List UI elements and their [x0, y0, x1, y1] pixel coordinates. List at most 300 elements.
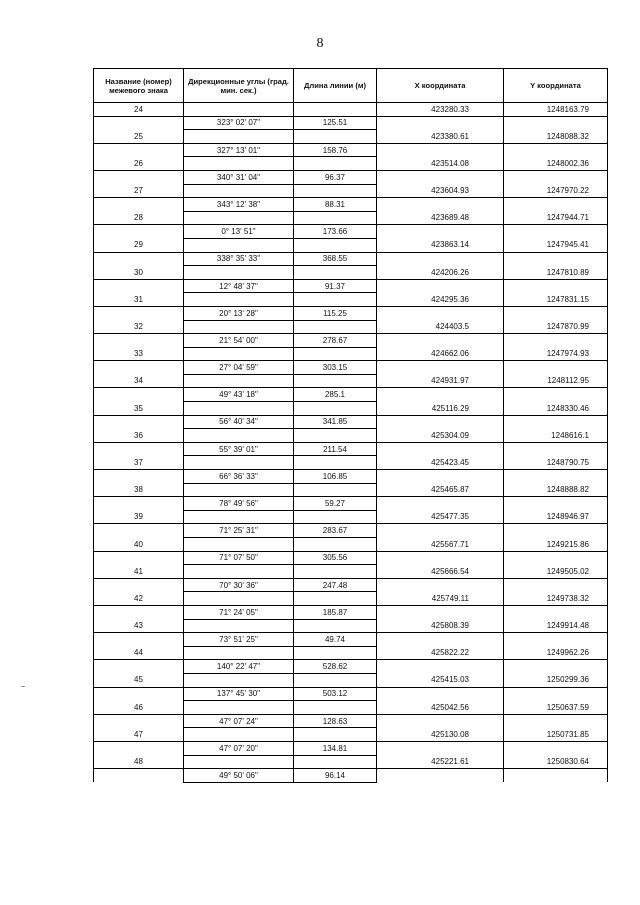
marker-row: [94, 646, 608, 660]
marker-row: [94, 266, 608, 280]
y-coordinate-cell: [504, 497, 608, 511]
x-coordinate-cell: 425130.08: [377, 728, 504, 742]
y-coordinate-cell: 1247810.89: [504, 266, 608, 280]
header-marker-name: Название (номер) межевого знака: [94, 69, 184, 103]
segment-row: [94, 334, 608, 348]
line-length-cell: [294, 103, 377, 117]
marker-name-cell: [94, 225, 184, 239]
direction-angle-cell: 71° 07' 50": [184, 551, 294, 565]
x-coordinate-cell: [377, 252, 504, 266]
y-coordinate-cell: [504, 470, 608, 484]
line-length-cell: 59.27: [294, 497, 377, 511]
direction-angle-cell: [184, 103, 294, 117]
direction-angle-cell: [184, 130, 294, 144]
y-coordinate-cell: 1250731.85: [504, 728, 608, 742]
marker-name-cell: 40: [94, 538, 184, 552]
x-coordinate-cell: 424931.97: [377, 374, 504, 388]
line-length-cell: [294, 456, 377, 470]
margin-mark: [21, 686, 25, 687]
x-coordinate-cell: [377, 442, 504, 456]
direction-angle-cell: [184, 755, 294, 769]
direction-angle-cell: 66° 36' 33": [184, 470, 294, 484]
line-length-cell: 341.85: [294, 415, 377, 429]
marker-name-cell: [94, 660, 184, 674]
marker-name-cell: 31: [94, 293, 184, 307]
segment-row: [94, 741, 608, 755]
line-length-cell: [294, 538, 377, 552]
marker-name-cell: 46: [94, 701, 184, 715]
direction-angle-cell: [184, 347, 294, 361]
page-number: 8: [316, 36, 324, 51]
marker-name-cell: [94, 198, 184, 212]
marker-row: [94, 211, 608, 225]
marker-name-cell: [94, 252, 184, 266]
line-length-cell: 283.67: [294, 524, 377, 538]
direction-angle-cell: 47° 07' 24": [184, 714, 294, 728]
line-length-cell: 115.25: [294, 306, 377, 320]
x-coordinate-cell: [377, 633, 504, 647]
y-coordinate-cell: [504, 252, 608, 266]
line-length-cell: 96.37: [294, 170, 377, 184]
line-length-cell: [294, 592, 377, 606]
line-length-cell: 368.55: [294, 252, 377, 266]
line-length-cell: 88.31: [294, 198, 377, 212]
y-coordinate-cell: 1249914.48: [504, 619, 608, 633]
marker-row: [94, 538, 608, 552]
marker-name-cell: [94, 605, 184, 619]
x-coordinate-cell: 424295.36: [377, 293, 504, 307]
marker-row: [94, 755, 608, 769]
line-length-cell: [294, 238, 377, 252]
y-coordinate-cell: [504, 198, 608, 212]
line-length-cell: [294, 293, 377, 307]
marker-row: [94, 483, 608, 497]
y-coordinate-cell: [504, 660, 608, 674]
marker-name-cell: [94, 524, 184, 538]
segment-row: [94, 442, 608, 456]
x-coordinate-cell: [377, 225, 504, 239]
x-coordinate-cell: [377, 361, 504, 375]
marker-name-cell: 36: [94, 429, 184, 443]
direction-angle-cell: 343° 12' 38": [184, 198, 294, 212]
x-coordinate-cell: 425415.03: [377, 673, 504, 687]
marker-name-cell: [94, 306, 184, 320]
table-header: [94, 69, 608, 103]
line-length-cell: 173.66: [294, 225, 377, 239]
direction-angle-cell: [184, 538, 294, 552]
y-coordinate-cell: [504, 769, 608, 783]
y-coordinate-cell: 1249505.02: [504, 565, 608, 579]
line-length-cell: 503.12: [294, 687, 377, 701]
y-coordinate-cell: 1248616.1: [504, 429, 608, 443]
x-coordinate-cell: 425567.71: [377, 538, 504, 552]
line-length-cell: 106.85: [294, 470, 377, 484]
x-coordinate-cell: [377, 524, 504, 538]
y-coordinate-cell: 1248330.46: [504, 402, 608, 416]
marker-name-cell: 25: [94, 130, 184, 144]
line-length-cell: [294, 184, 377, 198]
y-coordinate-cell: 1248790.75: [504, 456, 608, 470]
marker-row: [94, 456, 608, 470]
segment-row: [94, 143, 608, 157]
x-coordinate-cell: 423514.08: [377, 157, 504, 171]
direction-angle-cell: [184, 728, 294, 742]
direction-angle-cell: [184, 320, 294, 334]
marker-name-cell: [94, 415, 184, 429]
segment-row: [94, 361, 608, 375]
y-coordinate-cell: 1248088.32: [504, 130, 608, 144]
direction-angle-cell: 49° 43' 18": [184, 388, 294, 402]
segment-row: [94, 252, 608, 266]
marker-row: [94, 374, 608, 388]
line-length-cell: [294, 266, 377, 280]
x-coordinate-cell: 425465.87: [377, 483, 504, 497]
direction-angle-cell: 327° 13' 01": [184, 143, 294, 157]
marker-row: [94, 701, 608, 715]
segment-row: [94, 605, 608, 619]
x-coordinate-cell: 425304.09: [377, 429, 504, 443]
x-coordinate-cell: [377, 388, 504, 402]
segment-row: [94, 279, 608, 293]
direction-angle-cell: [184, 157, 294, 171]
y-coordinate-cell: [504, 633, 608, 647]
marker-row: [94, 347, 608, 361]
y-coordinate-cell: 1250637.59: [504, 701, 608, 715]
segment-row: [94, 170, 608, 184]
marker-name-cell: [94, 497, 184, 511]
marker-row: [94, 238, 608, 252]
direction-angle-cell: [184, 646, 294, 660]
line-length-cell: 211.54: [294, 442, 377, 456]
header-line-length: Длина линии (м): [294, 69, 377, 103]
x-coordinate-cell: [377, 170, 504, 184]
marker-row: [94, 619, 608, 633]
x-coordinate-cell: 423689.48: [377, 211, 504, 225]
direction-angle-cell: 47° 07' 20": [184, 741, 294, 755]
header-y-coordinate: Y координата: [504, 69, 608, 103]
x-coordinate-cell: 423863.14: [377, 238, 504, 252]
line-length-cell: [294, 211, 377, 225]
line-length-cell: 96.14: [294, 769, 377, 783]
x-coordinate-cell: 423604.93: [377, 184, 504, 198]
x-coordinate-cell: [377, 578, 504, 592]
x-coordinate-cell: 425116.29: [377, 402, 504, 416]
y-coordinate-cell: 1247870.99: [504, 320, 608, 334]
marker-row: [94, 130, 608, 144]
y-coordinate-cell: [504, 361, 608, 375]
x-coordinate-cell: [377, 769, 504, 783]
line-length-cell: [294, 510, 377, 524]
line-length-cell: [294, 619, 377, 633]
marker-name-cell: 27: [94, 184, 184, 198]
x-coordinate-cell: [377, 198, 504, 212]
marker-name-cell: [94, 714, 184, 728]
direction-angle-cell: [184, 429, 294, 443]
segment-row: [94, 524, 608, 538]
marker-name-cell: 37: [94, 456, 184, 470]
marker-name-cell: 28: [94, 211, 184, 225]
x-coordinate-cell: 423380.61: [377, 130, 504, 144]
marker-name-cell: 44: [94, 646, 184, 660]
marker-row: [94, 728, 608, 742]
marker-name-cell: 26: [94, 157, 184, 171]
y-coordinate-cell: [504, 306, 608, 320]
direction-angle-cell: 137° 45' 30": [184, 687, 294, 701]
marker-name-cell: [94, 578, 184, 592]
direction-angle-cell: [184, 266, 294, 280]
x-coordinate-cell: [377, 497, 504, 511]
marker-name-cell: [94, 170, 184, 184]
marker-row: [94, 429, 608, 443]
segment-row: [94, 769, 608, 783]
segment-row: [94, 497, 608, 511]
marker-name-cell: 30: [94, 266, 184, 280]
marker-row: [94, 320, 608, 334]
line-length-cell: [294, 429, 377, 443]
x-coordinate-cell: [377, 143, 504, 157]
y-coordinate-cell: 1247831.15: [504, 293, 608, 307]
line-length-cell: 158.76: [294, 143, 377, 157]
line-length-cell: [294, 130, 377, 144]
direction-angle-cell: 27° 04' 59": [184, 361, 294, 375]
x-coordinate-cell: [377, 741, 504, 755]
marker-row: [94, 592, 608, 606]
marker-row: [94, 184, 608, 198]
line-length-cell: [294, 565, 377, 579]
coordinates-table: [93, 68, 608, 783]
y-coordinate-cell: [504, 714, 608, 728]
direction-angle-cell: 0° 13' 51": [184, 225, 294, 239]
direction-angle-cell: [184, 456, 294, 470]
marker-name-cell: 48: [94, 755, 184, 769]
direction-angle-cell: [184, 211, 294, 225]
y-coordinate-cell: 1248888.82: [504, 483, 608, 497]
marker-name-cell: 33: [94, 347, 184, 361]
y-coordinate-cell: 1247970.22: [504, 184, 608, 198]
x-coordinate-cell: [377, 687, 504, 701]
x-coordinate-cell: 423280.33: [377, 103, 504, 117]
line-length-cell: 125.51: [294, 116, 377, 130]
segment-row: [94, 687, 608, 701]
x-coordinate-cell: [377, 714, 504, 728]
direction-angle-cell: 55° 39' 01": [184, 442, 294, 456]
marker-name-cell: [94, 116, 184, 130]
marker-row: [94, 293, 608, 307]
direction-angle-cell: 49° 50' 06": [184, 769, 294, 783]
direction-angle-cell: 338° 35' 33": [184, 252, 294, 266]
marker-name-cell: [94, 279, 184, 293]
y-coordinate-cell: 1249738.32: [504, 592, 608, 606]
marker-name-cell: [94, 470, 184, 484]
y-coordinate-cell: [504, 687, 608, 701]
x-coordinate-cell: [377, 605, 504, 619]
segment-row: [94, 660, 608, 674]
y-coordinate-cell: [504, 605, 608, 619]
direction-angle-cell: [184, 374, 294, 388]
marker-name-cell: 39: [94, 510, 184, 524]
marker-name-cell: [94, 551, 184, 565]
direction-angle-cell: [184, 592, 294, 606]
x-coordinate-cell: [377, 279, 504, 293]
marker-name-cell: 38: [94, 483, 184, 497]
marker-name-cell: 41: [94, 565, 184, 579]
x-coordinate-cell: [377, 306, 504, 320]
marker-name-cell: 42: [94, 592, 184, 606]
x-coordinate-cell: [377, 116, 504, 130]
header-direction-angle: Дирекционные углы (град. мин. сек.): [184, 69, 294, 103]
direction-angle-cell: 73° 51' 25": [184, 633, 294, 647]
table-body: [94, 103, 608, 783]
segment-row: [94, 388, 608, 402]
y-coordinate-cell: 1248163.79: [504, 103, 608, 117]
marker-row: [94, 103, 608, 117]
y-coordinate-cell: [504, 415, 608, 429]
marker-name-cell: 24: [94, 103, 184, 117]
line-length-cell: 247.48: [294, 578, 377, 592]
x-coordinate-cell: [377, 415, 504, 429]
x-coordinate-cell: 425822.22: [377, 646, 504, 660]
segment-row: [94, 470, 608, 484]
direction-angle-cell: 71° 24' 05": [184, 605, 294, 619]
x-coordinate-cell: 425221.61: [377, 755, 504, 769]
segment-row: [94, 415, 608, 429]
direction-angle-cell: [184, 238, 294, 252]
x-coordinate-cell: 425749.11: [377, 592, 504, 606]
x-coordinate-cell: 424662.06: [377, 347, 504, 361]
line-length-cell: [294, 402, 377, 416]
x-coordinate-cell: 425808.39: [377, 619, 504, 633]
line-length-cell: 285.1: [294, 388, 377, 402]
direction-angle-cell: 70° 30' 36": [184, 578, 294, 592]
marker-name-cell: 45: [94, 673, 184, 687]
direction-angle-cell: 340° 31' 04": [184, 170, 294, 184]
y-coordinate-cell: [504, 551, 608, 565]
segment-row: [94, 551, 608, 565]
marker-name-cell: 47: [94, 728, 184, 742]
line-length-cell: [294, 483, 377, 497]
y-coordinate-cell: 1248002.36: [504, 157, 608, 171]
direction-angle-cell: 78° 49' 56": [184, 497, 294, 511]
y-coordinate-cell: 1247974.93: [504, 347, 608, 361]
marker-name-cell: [94, 442, 184, 456]
marker-name-cell: 32: [94, 320, 184, 334]
y-coordinate-cell: 1249962.26: [504, 646, 608, 660]
segment-row: [94, 116, 608, 130]
line-length-cell: [294, 347, 377, 361]
segment-row: [94, 633, 608, 647]
segment-row: [94, 714, 608, 728]
x-coordinate-cell: [377, 470, 504, 484]
y-coordinate-cell: 1250299.36: [504, 673, 608, 687]
direction-angle-cell: [184, 673, 294, 687]
y-coordinate-cell: 1247944.71: [504, 211, 608, 225]
marker-name-cell: 43: [94, 619, 184, 633]
direction-angle-cell: [184, 402, 294, 416]
segment-row: [94, 306, 608, 320]
direction-angle-cell: [184, 510, 294, 524]
line-length-cell: 528.62: [294, 660, 377, 674]
marker-name-cell: [94, 334, 184, 348]
y-coordinate-cell: 1248946.97: [504, 510, 608, 524]
line-length-cell: [294, 320, 377, 334]
marker-name-cell: 29: [94, 238, 184, 252]
marker-name-cell: [94, 769, 184, 783]
y-coordinate-cell: [504, 524, 608, 538]
line-length-cell: [294, 157, 377, 171]
x-coordinate-cell: 425477.35: [377, 510, 504, 524]
x-coordinate-cell: 425042.56: [377, 701, 504, 715]
segment-row: [94, 578, 608, 592]
y-coordinate-cell: [504, 578, 608, 592]
direction-angle-cell: 12° 48' 37": [184, 279, 294, 293]
line-length-cell: 185.87: [294, 605, 377, 619]
y-coordinate-cell: [504, 279, 608, 293]
marker-row: [94, 157, 608, 171]
direction-angle-cell: 71° 25' 31": [184, 524, 294, 538]
y-coordinate-cell: 1248112.95: [504, 374, 608, 388]
marker-row: [94, 673, 608, 687]
direction-angle-cell: [184, 184, 294, 198]
line-length-cell: [294, 374, 377, 388]
line-length-cell: 91.37: [294, 279, 377, 293]
direction-angle-cell: 323° 02' 07": [184, 116, 294, 130]
y-coordinate-cell: 1250830.64: [504, 755, 608, 769]
line-length-cell: 303.15: [294, 361, 377, 375]
marker-row: [94, 510, 608, 524]
x-coordinate-cell: [377, 551, 504, 565]
x-coordinate-cell: 424206.26: [377, 266, 504, 280]
y-coordinate-cell: [504, 143, 608, 157]
direction-angle-cell: 140° 22' 47": [184, 660, 294, 674]
line-length-cell: [294, 701, 377, 715]
y-coordinate-cell: [504, 334, 608, 348]
direction-angle-cell: [184, 565, 294, 579]
line-length-cell: 305.56: [294, 551, 377, 565]
y-coordinate-cell: [504, 388, 608, 402]
direction-angle-cell: [184, 701, 294, 715]
direction-angle-cell: 20° 13' 28": [184, 306, 294, 320]
y-coordinate-cell: [504, 116, 608, 130]
marker-name-cell: [94, 361, 184, 375]
line-length-cell: [294, 673, 377, 687]
direction-angle-cell: 21° 54' 00": [184, 334, 294, 348]
y-coordinate-cell: 1247945.41: [504, 238, 608, 252]
y-coordinate-cell: [504, 225, 608, 239]
marker-row: [94, 402, 608, 416]
line-length-cell: 128.63: [294, 714, 377, 728]
x-coordinate-cell: 425423.45: [377, 456, 504, 470]
x-coordinate-cell: [377, 334, 504, 348]
y-coordinate-cell: 1249215.86: [504, 538, 608, 552]
direction-angle-cell: [184, 619, 294, 633]
marker-name-cell: [94, 741, 184, 755]
x-coordinate-cell: 425666.54: [377, 565, 504, 579]
marker-name-cell: [94, 388, 184, 402]
line-length-cell: [294, 728, 377, 742]
x-coordinate-cell: [377, 660, 504, 674]
y-coordinate-cell: [504, 442, 608, 456]
y-coordinate-cell: [504, 741, 608, 755]
marker-row: [94, 565, 608, 579]
line-length-cell: 134.81: [294, 741, 377, 755]
line-length-cell: [294, 755, 377, 769]
marker-name-cell: [94, 687, 184, 701]
line-length-cell: 278.67: [294, 334, 377, 348]
direction-angle-cell: 56° 40' 34": [184, 415, 294, 429]
marker-name-cell: [94, 143, 184, 157]
marker-name-cell: 34: [94, 374, 184, 388]
segment-row: [94, 198, 608, 212]
